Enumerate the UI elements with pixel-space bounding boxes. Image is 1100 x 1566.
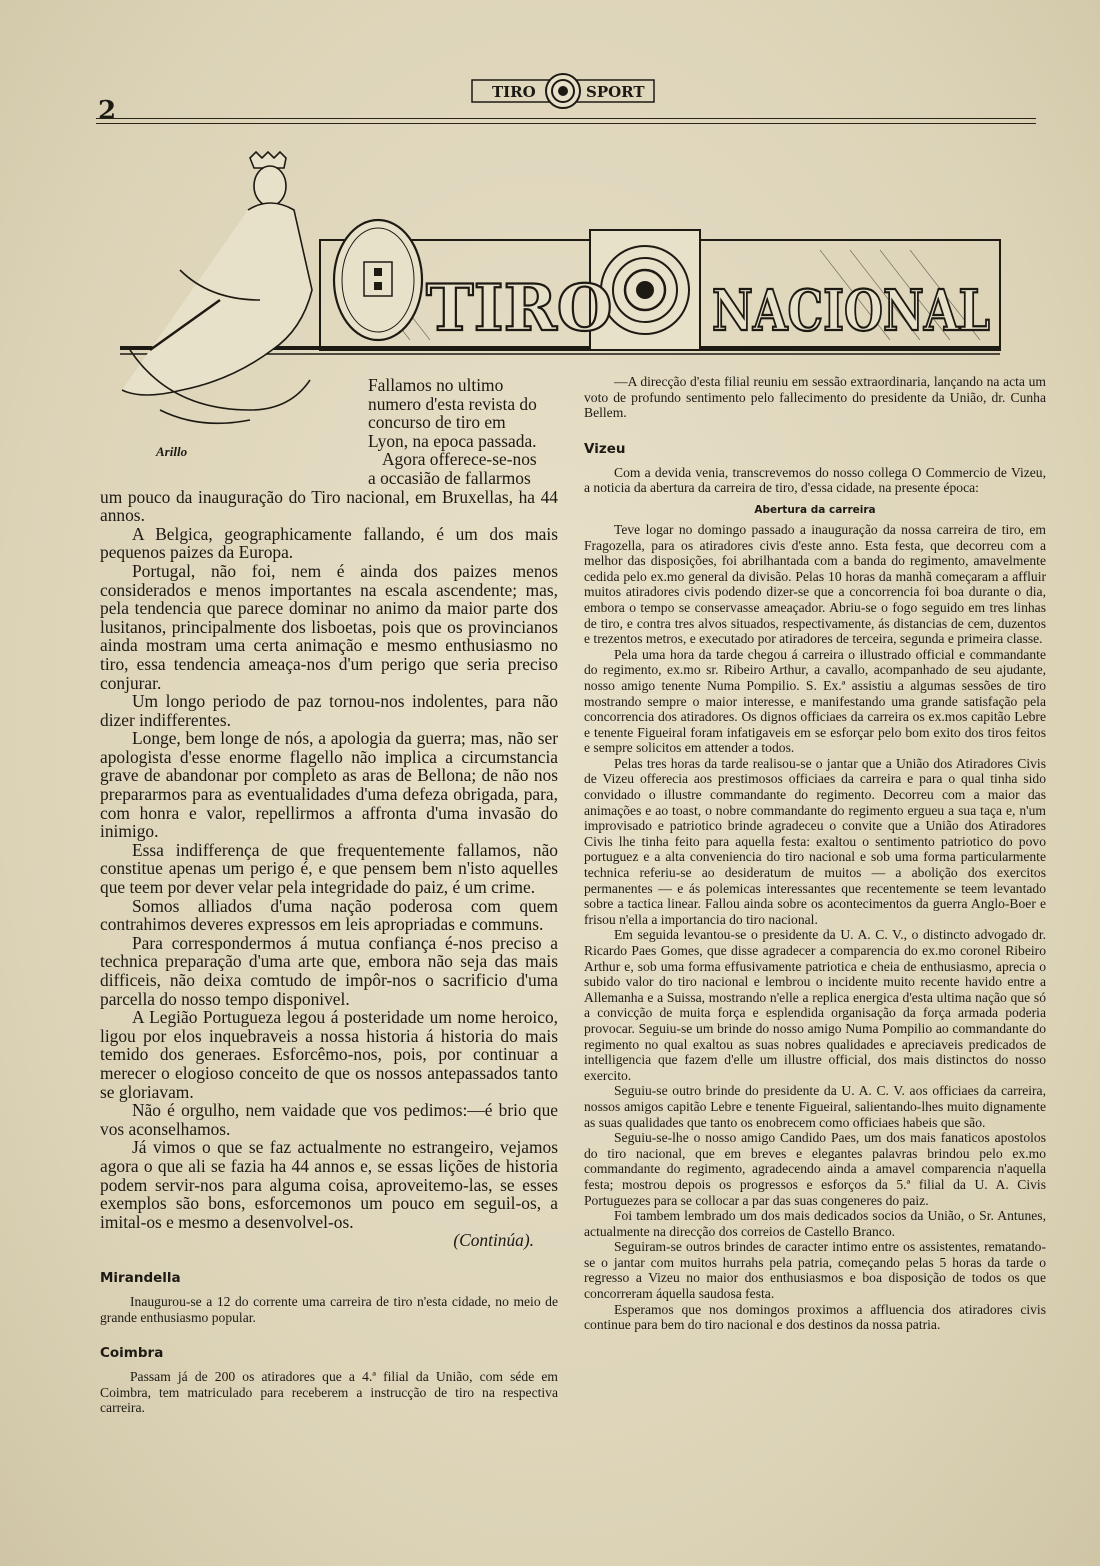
mirandella-text: Inaugurou-se a 12 do corrente uma carreira de tiro n'esta cidade, no meio de grande enthusiasmo popular. xyxy=(100,1293,558,1325)
article-paragraph: Pela uma hora da tarde chegou á carreira o illustrado official e commandante do regimento, ex.mo sr. Ribeiro Arthur, a cavallo, acompanhado de seu ajudante, nosso amigo tenente Numa Pompilio. S. Ex.ª assistiu a algumas sessões de tiro mostrando sempre o maior interesse, e manifestando uma grande satisfação pela concorrencia dos atiradores. Os dignos officiaes da carreira os ex.mos capitão Lebre e tenente Figueiral foram infatigaveis em se esforçar pelo bom exito dos tiros feitos e sempre solicitos em attender a todos. xyxy=(584,646,1046,756)
left-column xyxy=(100,376,558,1416)
article-paragraph: Essa indifferença de que frequentemente fallamos, não constitue apenas um perigo é, e que pensem bem n'isto aquelles que teem por dever velar pela integridade do paiz, é um crime. xyxy=(100,839,558,898)
section-heading-coimbra: Coimbra xyxy=(100,1345,164,1362)
article-paragraph: Seguiram-se outros brindes de caracter intimo entre os assistentes, rematando-se o jantar com muitos hurrahs pela patria, começando pelas 5 horas da tarde o regresso a Vizeu no maior dos enthusiasmos e boa disposição de todos os que concorreram áquella saudosa festa. xyxy=(584,1239,1046,1302)
banner-title-right: NACIONAL xyxy=(712,278,990,344)
continua-note: (Continúa). xyxy=(453,1230,534,1251)
artist-signature: Arillo xyxy=(156,444,188,459)
article-paragraph: Longe, bem longe de nós, a apologia da guerra; mas, não ser apologista d'esse enorme flagello não implica a circumstancia grave de abandonar por completo as aras de Bellona; de não nos prepararmos para as eventualidades d'uma defeza obrigada, para, com honra e valor, repellirmos a affronta d'uma invasão do inimigo. xyxy=(100,728,558,842)
lead-line: concurso de tiro em xyxy=(368,412,506,433)
lead-line: a occasião de fallarmos xyxy=(368,467,531,488)
article-paragraph: Somos alliados d'uma nação poderosa com quem contrahimos deveres expressos em leis apropriadas e communs. xyxy=(100,895,558,935)
masthead-logo xyxy=(470,66,656,114)
coimbra-text: Passam já de 200 os atiradores que a 4.ª filial da União, com séde em Coimbra, tem matriculado para receberem a instrucção de tiro na respectiva carreira. xyxy=(100,1369,558,1416)
vizeu-intro: Com a devida venia, transcrevemos do nosso collega O Commercio de Vizeu, a noticia da abertura da carreira de tiro, d'essa cidade, na presente época: xyxy=(584,464,1046,496)
article-paragraph: um pouco da inauguração do Tiro nacional, em Bruxellas, ha 44 annos. xyxy=(100,486,558,526)
lead-line: numero d'esta revista do xyxy=(368,393,537,414)
portuguese-shield-icon xyxy=(334,220,422,340)
banner-title-left: TIRO xyxy=(426,271,613,346)
right-column xyxy=(584,374,1046,1333)
coimbra-continuation: —A direcção d'esta filial reuniu em sessão extraordinaria, lançando na acta um voto de profundo sentimento pelo fallecimento do presidente da União, dr. Cunha Bellem. xyxy=(584,374,1046,421)
article-lead xyxy=(368,376,558,488)
svg-text:TIRO: TIRO xyxy=(492,83,536,101)
page-number: 2 xyxy=(98,96,117,126)
header-rule xyxy=(96,118,1036,119)
section-heading-mirandella: Mirandella xyxy=(100,1269,181,1286)
main-article xyxy=(100,376,558,1250)
svg-text:SPORT: SPORT xyxy=(586,83,645,101)
article-paragraph: Teve logar no domingo passado a inauguração da nossa carreira de tiro, em Fragozella, para os atiradores civis d'este anno. Esta festa, que decorreu com a melhor das disposições, foi abrilhantada com a banda do regimento, amavelmente cedida pelo ex.mo general da divisão. Pelas 10 horas da manhã começaram a affluir muitos atiradores civis podendo dizer-se que a concorrencia foi boa durante o dia, embora o tempo se conservasse ameaçador. Abriu-se o fogo seguido em tres linhas de tiro, e contra tres alvos situados, respectivamente, ás distancias de cem, duzentos e trezentos metros, e executado por atiradores de terceira, segunda e primeira classe. xyxy=(584,521,1046,647)
article-paragraph: Foi tambem lembrado um dos mais dedicados socios da União, o Sr. Antunes, actualmente na direcção dos correios de Castello Branco. xyxy=(584,1208,1046,1239)
lead-line: Fallamos no ultimo xyxy=(368,375,504,395)
article-paragraph: Pelas tres horas da tarde realisou-se o jantar que a União dos Atiradores Civis de Vizeu offerecia aos prestimosos officiaes da carreira e para o qual tinha sido convidado o illustre commandante do regimento. Decorreu com a maior das animações e ao toast, o nobre commandante do regimento ergueu a sua taça e, n'um improvisado e patriotico brinde agradeceu o convite que a União dos Atiradores Civis lhe tinha feito para aquella festa: exaltou o sentimento patriotico do povo portuguez e a alta conveniencia do tiro nacional e sob uma forma particularmente technica referiu-se ao desideratum de muitos — a abolição dos exercitos permanentes — e ás polemicas interessantes que recentemente se teem levantado sobre a tactica linear. Fallou ainda sobre os acontecimentos da guerra Anglo-Boer e frisou n'ella a importancia do tiro nacional. xyxy=(584,755,1046,927)
subheading-abertura: Abertura da carreira xyxy=(754,503,876,516)
article-paragraph: A Legião Portugueza legou á posteridade um nome heroico, ligou por elos inquebraveis a nossa historia á historia do mais temido dos generaes. Esforcêmo-nos, pois, por continuar a merecer o elogioso conceito de que os nossos antepassados tanto se gloriavam. xyxy=(100,1007,558,1102)
lead-line: Agora offerece-se-nos xyxy=(382,449,537,470)
article-paragraph: A Belgica, geographicamente fallando, é um dos mais pequenos paizes da Europa. xyxy=(100,523,558,563)
article-paragraph: Um longo periodo de paz tornou-nos indolentes, para não dizer indifferentes. xyxy=(100,691,558,730)
article-paragraph: Portugal, não foi, nem é ainda dos paizes menos considerados e menos importantes na escala ascendente; mas, pela tendencia que parece dominar no animo da maior parte dos lusitanos, principalmente dos lisboetas, pois que os provincianos ainda mostram uma certa animação e mesmo enthusiasmo no tiro, essa tendencia ameaça-nos d'um perigo que seria preciso conjurar. xyxy=(100,560,558,693)
article-paragraph: Esperamos que nos domingos proximos a affluencia dos atiradores civis continue para bem do tiro nacional e dos destinos da nossa patria. xyxy=(584,1301,1046,1333)
article-paragraph: Para correspondermos á mutua confiança é-nos preciso a technica preparação d'uma arte que, embora não seja das mais difficeis, não deixa comtudo de impôr-nos o sacrificio d'uma parcella do nosso tempo disponivel. xyxy=(100,932,558,1009)
article-paragraph: Seguiu-se-lhe o nosso amigo Candido Paes, um dos mais fanaticos apostolos do tiro nacional, que em breves e elegantes palavras brindou pelo ex.mo commandante do regimento, agradecendo ainda a amavel comparencia n'aquella festa; mostrou depois os progressos e esforços da 5.ª filial da U. A. Civis Portuguezes para se collocar a par das suas congeneres do paiz. xyxy=(584,1130,1046,1208)
lead-line: Lyon, na epoca passada. xyxy=(368,430,537,451)
header-rule xyxy=(96,123,1036,124)
article-paragraph: Não é orgulho, nem vaidade que vos pedimos:—é brio que vos aconselhamos. xyxy=(100,1100,558,1139)
article-paragraph: Em seguida levantou-se o presidente da U. A. C. V., o distincto advogado dr. Ricardo Paes Gomes, que disse agradecer a comparencia do ex.mo coronel Ribeiro Arthur e, sob uma forma effusivamente patriotica e cheia de enthusiasmo, aprecia o subido valor do tiro nacional e lembrou o incidente muito recente havido entre a Allemanha e a Suissa, mostrando n'elle a replica energica d'esta ultima nação que só a convicção de muita força e esplendida organisação da força armada poderia provocar. Seguiu-se um brinde do nosso amigo Numa Pompilio ao commandante do regimento no qual exaltou as suas nobres qualidades e apreciaveis predicados de intelligencia que fazem d'elle um illustre official, dos mais distinctos do nosso exercito. xyxy=(584,927,1046,1083)
section-heading-vizeu: Vizeu xyxy=(584,440,626,457)
vizeu-article xyxy=(584,522,1046,1333)
article-paragraph: Seguiu-se outro brinde do presidente da U. A. C. V. aos officiaes da carreira, nossos amigos capitão Lebre e tenente Figueiral, salientando-lhes muito dignamente as suas qualidades que tanto os enobrecem como officiaes habeis que são. xyxy=(584,1083,1046,1130)
article-paragraph: Já vimos o que se faz actualmente no estrangeiro, vejamos agora o que ali se fazia ha 44 annos e, se essas lições de historia podem servir-nos para alguma coisa, aproveitemo-las, se esses exemplos são bons, esforcemonos um pouco em seguil-os, a imital-os e mesmo a desenvolvel-os. xyxy=(100,1137,558,1232)
